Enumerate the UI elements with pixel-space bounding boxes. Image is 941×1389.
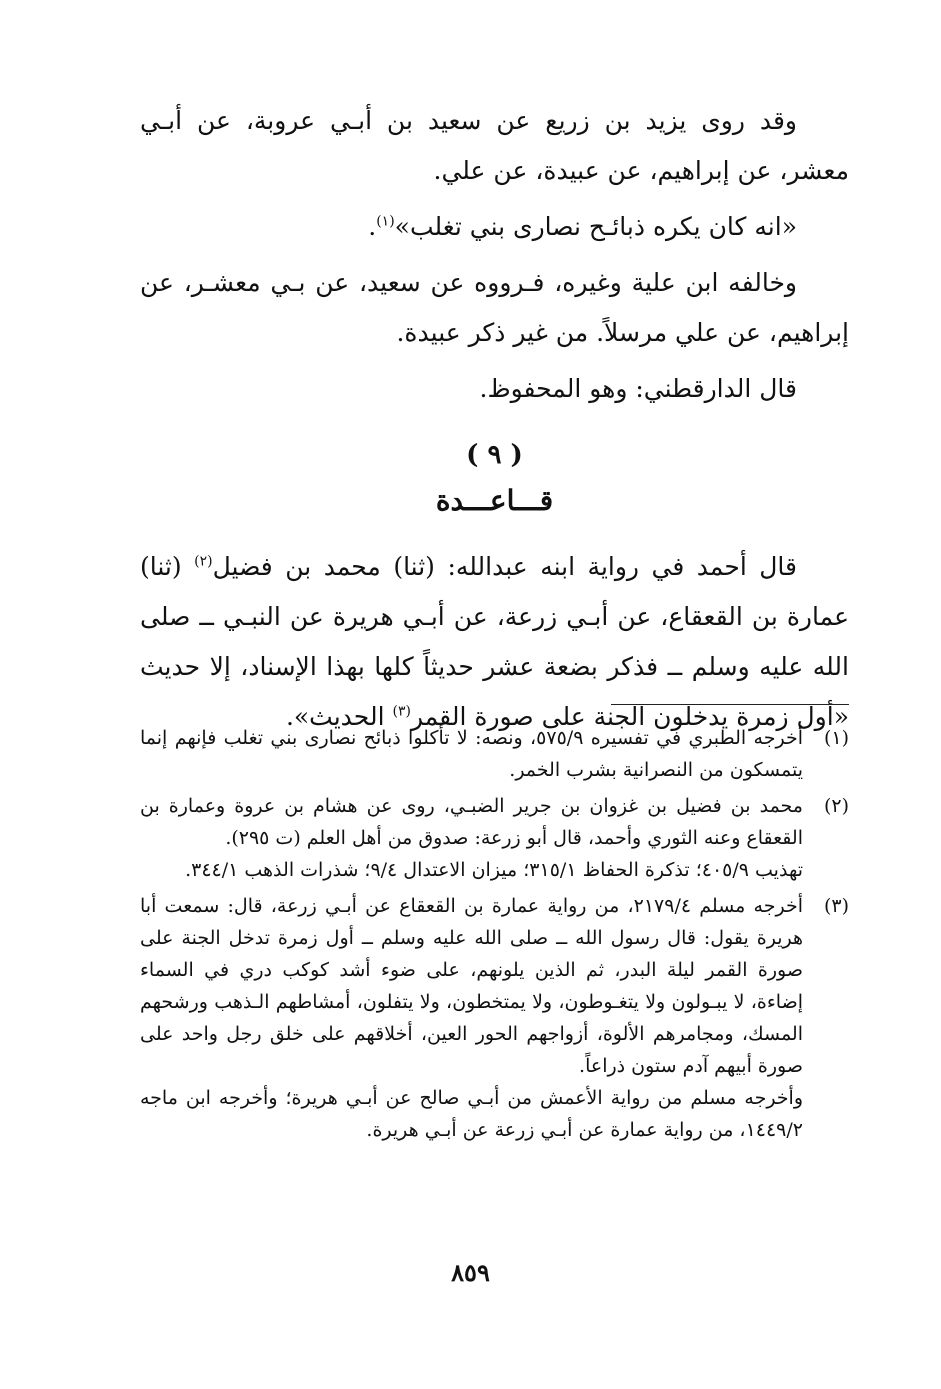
footnote-number: (١): [823, 727, 849, 749]
quoted-report: [140, 202, 849, 252]
quote-period: .: [368, 212, 377, 241]
paragraph-3: وخالفه ابن علية وغيره، فـرووه عن سعيد، عن بـي معشـر، عن إبراهيم، عن علي مرسلاً. من غير ذكر عبيدة.: [140, 268, 849, 347]
footnote-text: تهذيب ٤٠٥/٩؛ تذكرة الحفاظ ٣١٥/١؛ ميزان الاعتدال ٩/٤؛ شذرات الذهب ٣٤٤/١.: [185, 859, 803, 881]
footnote-3: [140, 890, 849, 1146]
footnote-text: أخرجه الطبري في تفسيره ٥٧٥/٩، ونصه: لا تأكلوا ذبائح نصارى بني تغلب فإنهم إنما يتمسكون من النصرانية بشرب الخمر.: [140, 727, 803, 781]
footnote-body: [140, 722, 803, 786]
main-text: [140, 96, 849, 748]
paragraph-4: قال الدارقطني: وهو المحفوظ.: [479, 374, 797, 403]
footnote-ref-2: (٢): [194, 553, 213, 570]
footnote-text: وأخرجه مسلم من رواية الأعمش من أبـي صالح عن أبـي هريرة؛ وأخرجه ابن ماجه ١٤٤٩/٢، من رواية عمارة عن أبـي زرعة عن أبـي هريرة.: [140, 1087, 803, 1141]
footnote-1: [140, 722, 849, 786]
paragraph-5: [140, 542, 849, 742]
footnote-text: محمد بن فضيل بن غزوان بن جرير الضبـي، روى عن هشام بن عروة وعمارة بن القعقاع وعنه الثوري وأحمد، قال أبو زرعة: صدوق من أهل العلم (ت ٢٩٥).: [140, 795, 803, 849]
section-number: ( ٩ ): [466, 440, 523, 470]
footnote-2: [140, 790, 849, 886]
page-number: ٨٥٩: [451, 1258, 490, 1287]
paragraph-1: وقد روى يزيد بن زريع عن سعيد بن أبـي عروبة، عن أبـي معشر، عن إبراهيم، عن عبيدة، عن علي.: [140, 106, 849, 185]
footnote-body: [140, 890, 803, 1146]
footnote-number: (٢): [823, 795, 849, 817]
footnote-number: (٣): [823, 895, 849, 917]
footnotes: [140, 722, 849, 1150]
footnote-text: أخرجه مسلم ٢١٧٩/٤، من رواية عمارة بن القعقاع عن أبـي زرعة، قال: سمعت أبا هريرة يقول: قال رسول الله ــ صلى الله عليه وسلم ــ أول زمرة تدخل الجنة على صورة القمر ليلة البدر، ثم الذين يلونهم، على ضوء أشد كوكب دري في السماء إضاءة، لا يبـولون ولا يتغـوطون، ولا يمتخطون، ولا يتفلون، أمشاطهم الـذهب ورشحهم المسك، ومجامرهم الألوة، أزواجهم الحور العين، أخلاقهم على خلق رجل واحد على صورة أبيهم آدم ستون ذراعاً.: [140, 895, 803, 1077]
paragraph-5-part-3: الحديث».: [285, 702, 393, 731]
footnote-body: [140, 790, 803, 886]
footnote-ref-3: (٣): [392, 703, 411, 720]
paragraph-5-part-2: (ثنا) عمارة بن القعقاع، عن أبـي زرعة، عن أبـي هريرة عن النبـي ــ صلى الله عليه وسلم ــ فذكر بضعة عشر حديثاً كلها بهذا الإسناد، إلا حديث «أول زمرة يدخلون الجنة على صورة القمر: [140, 552, 849, 731]
section-title: قـــاعـــدة: [435, 484, 554, 517]
quote-text: «انه كان يكره ذبائـح نصارى بني تغلب»: [394, 212, 797, 241]
paragraph-5-part-1: قال أحمد في رواية ابنه عبدالله: (ثنا) محمد بن فضيل: [212, 552, 797, 581]
footnote-divider: [611, 704, 849, 705]
footnote-ref-1: (١): [376, 213, 395, 230]
